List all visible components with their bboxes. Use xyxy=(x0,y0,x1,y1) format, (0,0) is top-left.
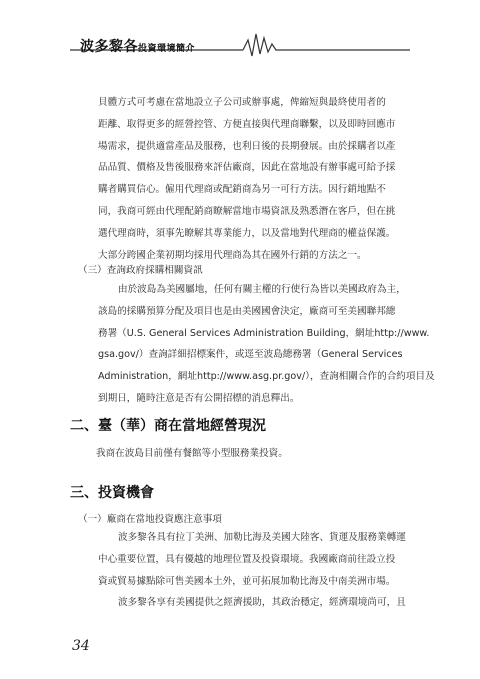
text-line: Administration，網址http://www.asg.pr.gov/），查詢相關合作的合約項目及 xyxy=(98,371,435,383)
paragraph-government-procurement xyxy=(98,279,435,410)
section-title-taiwan-business: 二、臺（華）商在當地經營現況 xyxy=(70,418,266,434)
paragraph-investment-notes xyxy=(98,527,408,614)
text-line: 距離、取得更多的經營控管、方便直接與代理商聯繫，以及即時回應市 xyxy=(98,118,396,130)
text-line: 品品質、價格及售後服務來評估廠商，因此在當地設有辦事處可給予採 xyxy=(98,162,396,174)
subheading-investment-notes: （一）廠商在當地投資應注意事項 xyxy=(78,514,222,525)
header-title-small: 投資環境簡介 xyxy=(138,44,196,54)
text-line: 大部分跨國企業初期均採用代理商為其在國外行銷的方法之一。 xyxy=(98,249,367,261)
text-line: 波多黎各具有拉丁美洲、加勒比海及美國大陸客、貨運及服務業轉運 xyxy=(118,532,406,543)
text-line: 由於波島為美國屬地，任何有關主權的行使行為皆以美國政府為主， xyxy=(118,284,406,295)
text-line: 資或貿易據點除可售美國本土外，並可拓展加勒比海及中南美洲市場。 xyxy=(98,575,396,587)
section-title-investment-opportunity: 三、投資機會 xyxy=(70,485,154,501)
text-line: 到期日，隨時注意是否有公開招標的消息釋出。 xyxy=(98,392,300,404)
text-line: 貝體方式可考慮在當地設立子公司或辦事處，俾縮短與最終使用者的 xyxy=(98,97,386,108)
text-line: 場需求，提供適當產品及服務，也利日後的長期發展。由於採購者以產 xyxy=(98,140,396,152)
header-rule-decoration xyxy=(0,28,480,58)
text-line: 該島的採購預算分配及項目也是由美國國會決定，廠商可至美國聯邦總 xyxy=(98,305,396,317)
subheading-government-procurement: （三）查詢政府採購相關資訊 xyxy=(78,265,203,276)
text-line: 同，我商可經由代理配銷商瞭解當地市場資訊及熟悉潛在客戶，但在挑 xyxy=(98,205,396,217)
text-line: 選代理商時，須事先瞭解其專業能力，以及當地對代理商的權益保護。 xyxy=(98,227,396,239)
header-title-main: 波多黎各 xyxy=(80,39,138,55)
text-line: 購者購買信心。僱用代理商或配銷商為另一可行方法。因行銷地點不 xyxy=(98,184,386,196)
text-line: 務署（U.S. General Services Administration Building，網址http://www. xyxy=(98,327,430,339)
text-line: gsa.gov/）查詢詳細招標案件，或逕至波島總務署（General Services xyxy=(98,349,403,361)
page-number: 34 xyxy=(72,638,90,654)
page-header xyxy=(0,28,480,58)
paragraph-representative-office xyxy=(98,92,408,266)
text-line: 中心重要位置，具有優越的地理位置及投資環境。我國廠商前往設立投 xyxy=(98,553,396,565)
paragraph-taiwan-business: 我商在波島目前僅有餐館等小型服務業投資。 xyxy=(96,448,288,459)
header-title xyxy=(80,36,195,56)
text-line: 波多黎各享有美國提供之經濟援助，其政治穩定，經濟環境尚可，且 xyxy=(118,597,406,609)
